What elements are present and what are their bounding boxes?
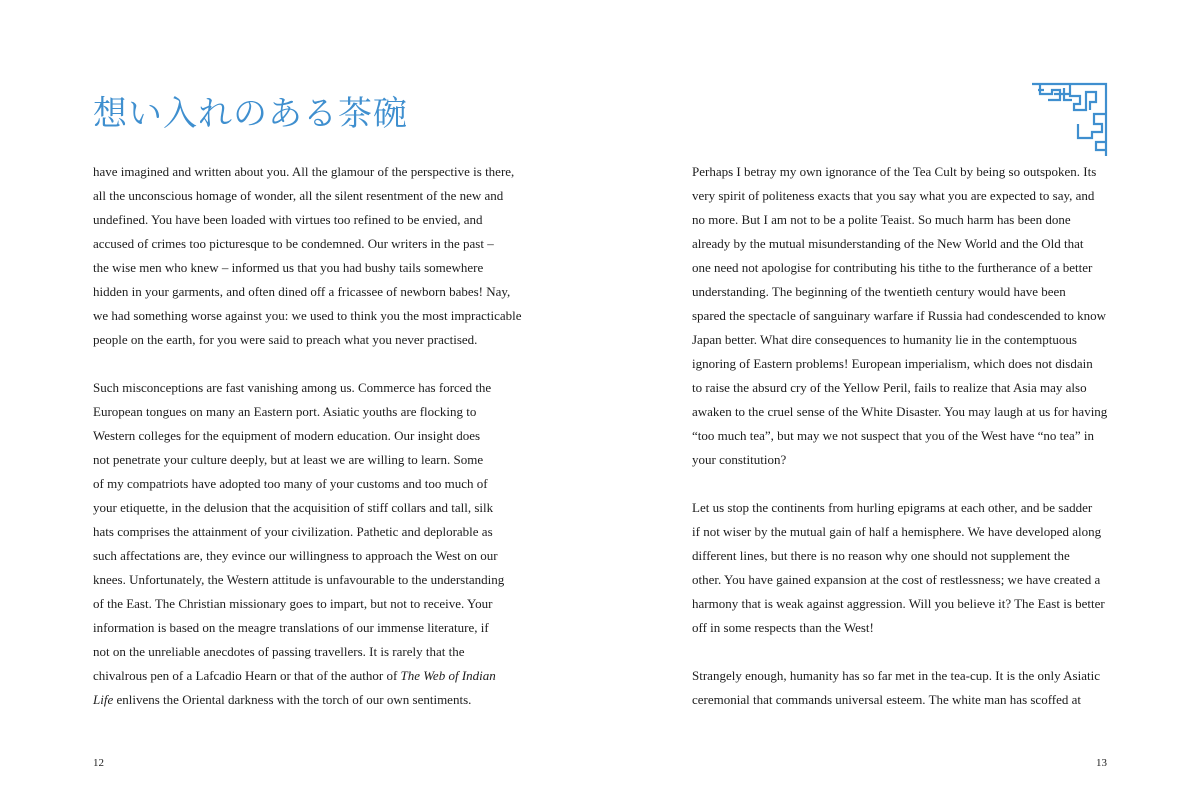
text-line: Western colleges for the equipment of modern education. Our insight does <box>93 428 481 443</box>
right-page-text <box>692 160 1122 712</box>
text-line: knees. Unfortunately, the Western attitude is unfavourable to the understanding <box>93 572 505 587</box>
text-line: “too much tea”, but may we not suspect that you of the West have “no tea” in <box>692 428 1094 443</box>
text-run: chivalrous pen of a Lafcadio Hearn or that of the author of <box>93 668 401 683</box>
text-line: Perhaps I betray my own ignorance of the Tea Cult by being so outspoken. Its <box>692 164 1097 179</box>
text-line: spared the spectacle of sanguinary warfare if Russia had condescended to know <box>692 308 1107 323</box>
page-title: 想い入れのある茶碗 <box>93 94 408 134</box>
text-line: Japan better. What dire consequences to humanity lie in the contemptuous <box>692 332 1077 347</box>
text-run: enlivens the Oriental darkness with the torch of our own sentiments. <box>113 692 472 707</box>
text-line: not on the unreliable anecdotes of passing travellers. It is rarely that the <box>93 644 465 659</box>
text-line <box>93 688 533 712</box>
book-title-italic: Life <box>93 692 114 707</box>
text-line: the wise men who knew – informed us that you had bushy tails somewhere <box>93 260 484 275</box>
greek-fret-corner-icon <box>1030 80 1108 158</box>
left-page-text <box>93 160 533 712</box>
paragraph-gap <box>93 352 533 376</box>
text-line: Let us stop the continents from hurling epigrams at each other, and be sadder <box>692 500 1093 515</box>
text-line: people on the earth, for you were said to preach what you never practised. <box>93 332 478 347</box>
text-line <box>93 664 533 688</box>
text-line: different lines, but there is no reason why one should not supplement the <box>692 548 1070 563</box>
paragraph-gap <box>692 640 1122 664</box>
text-line: very spirit of politeness exacts that you say what you are expected to say, and <box>692 188 1095 203</box>
text-line: hidden in your garments, and often dined off a fricassee of newborn babes! Nay, <box>93 284 511 299</box>
text-line: hats comprises the attainment of your civilization. Pathetic and deplorable as <box>93 524 493 539</box>
text-line: we had something worse against you: we used to think you the most impracticable <box>93 308 522 323</box>
text-line: awaken to the cruel sense of the White Disaster. You may laugh at us for having <box>692 404 1108 419</box>
text-line: such affectations are, they evince our willingness to approach the West on our <box>93 548 498 563</box>
text-line: have imagined and written about you. All the glamour of the perspective is there, <box>93 164 515 179</box>
text-line: information is based on the meagre translations of our immense literature, if <box>93 620 489 635</box>
text-line: harmony that is weak against aggression. Will you believe it? The East is better <box>692 596 1105 611</box>
text-line: not penetrate your culture deeply, but at least we are willing to learn. Some <box>93 452 484 467</box>
text-line: other. You have gained expansion at the cost of restlessness; we have created a <box>692 572 1101 587</box>
text-line: understanding. The beginning of the twentieth century would have been <box>692 284 1066 299</box>
text-line: ceremonial that commands universal esteem. The white man has scoffed at <box>692 692 1082 707</box>
text-line: of the East. The Christian missionary goes to impart, but not to receive. Your <box>93 596 493 611</box>
text-line: no more. But I am not to be a polite Teaist. So much harm has been done <box>692 212 1071 227</box>
text-line: undefined. You have been loaded with virtues too refined to be envied, and <box>93 212 483 227</box>
text-line: your etiquette, in the delusion that the acquisition of stiff collars and tall, silk <box>93 500 494 515</box>
text-line: your constitution? <box>692 452 787 467</box>
text-line: Such misconceptions are fast vanishing among us. Commerce has forced the <box>93 380 492 395</box>
text-line: accused of crimes too picturesque to be condemned. Our writers in the past – <box>93 236 494 251</box>
text-line: one need not apologise for contributing his tithe to the furtherance of a better <box>692 260 1093 275</box>
page-number-left: 12 <box>93 757 104 769</box>
text-line: European tongues on many an Eastern port. Asiatic youths are flocking to <box>93 404 477 419</box>
page-number-right: 13 <box>1096 757 1107 769</box>
text-line: off in some respects than the West! <box>692 620 874 635</box>
text-line: already by the mutual misunderstanding of the New World and the Old that <box>692 236 1084 251</box>
text-line: all the unconscious homage of wonder, all the silent resentment of the new and <box>93 188 504 203</box>
book-title-italic: The Web of Indian <box>400 668 496 683</box>
text-line: of my compatriots have adopted too many of your customs and too much of <box>93 476 488 491</box>
text-line: Strangely enough, humanity has so far met in the tea-cup. It is the only Asiatic <box>692 668 1100 683</box>
paragraph-gap <box>692 472 1122 496</box>
text-line: if not wiser by the mutual gain of half a hemisphere. We have developed along <box>692 524 1102 539</box>
text-line: ignoring of Eastern problems! European imperialism, which does not disdain <box>692 356 1093 371</box>
text-line: to raise the absurd cry of the Yellow Peril, fails to realize that Asia may also <box>692 380 1087 395</box>
